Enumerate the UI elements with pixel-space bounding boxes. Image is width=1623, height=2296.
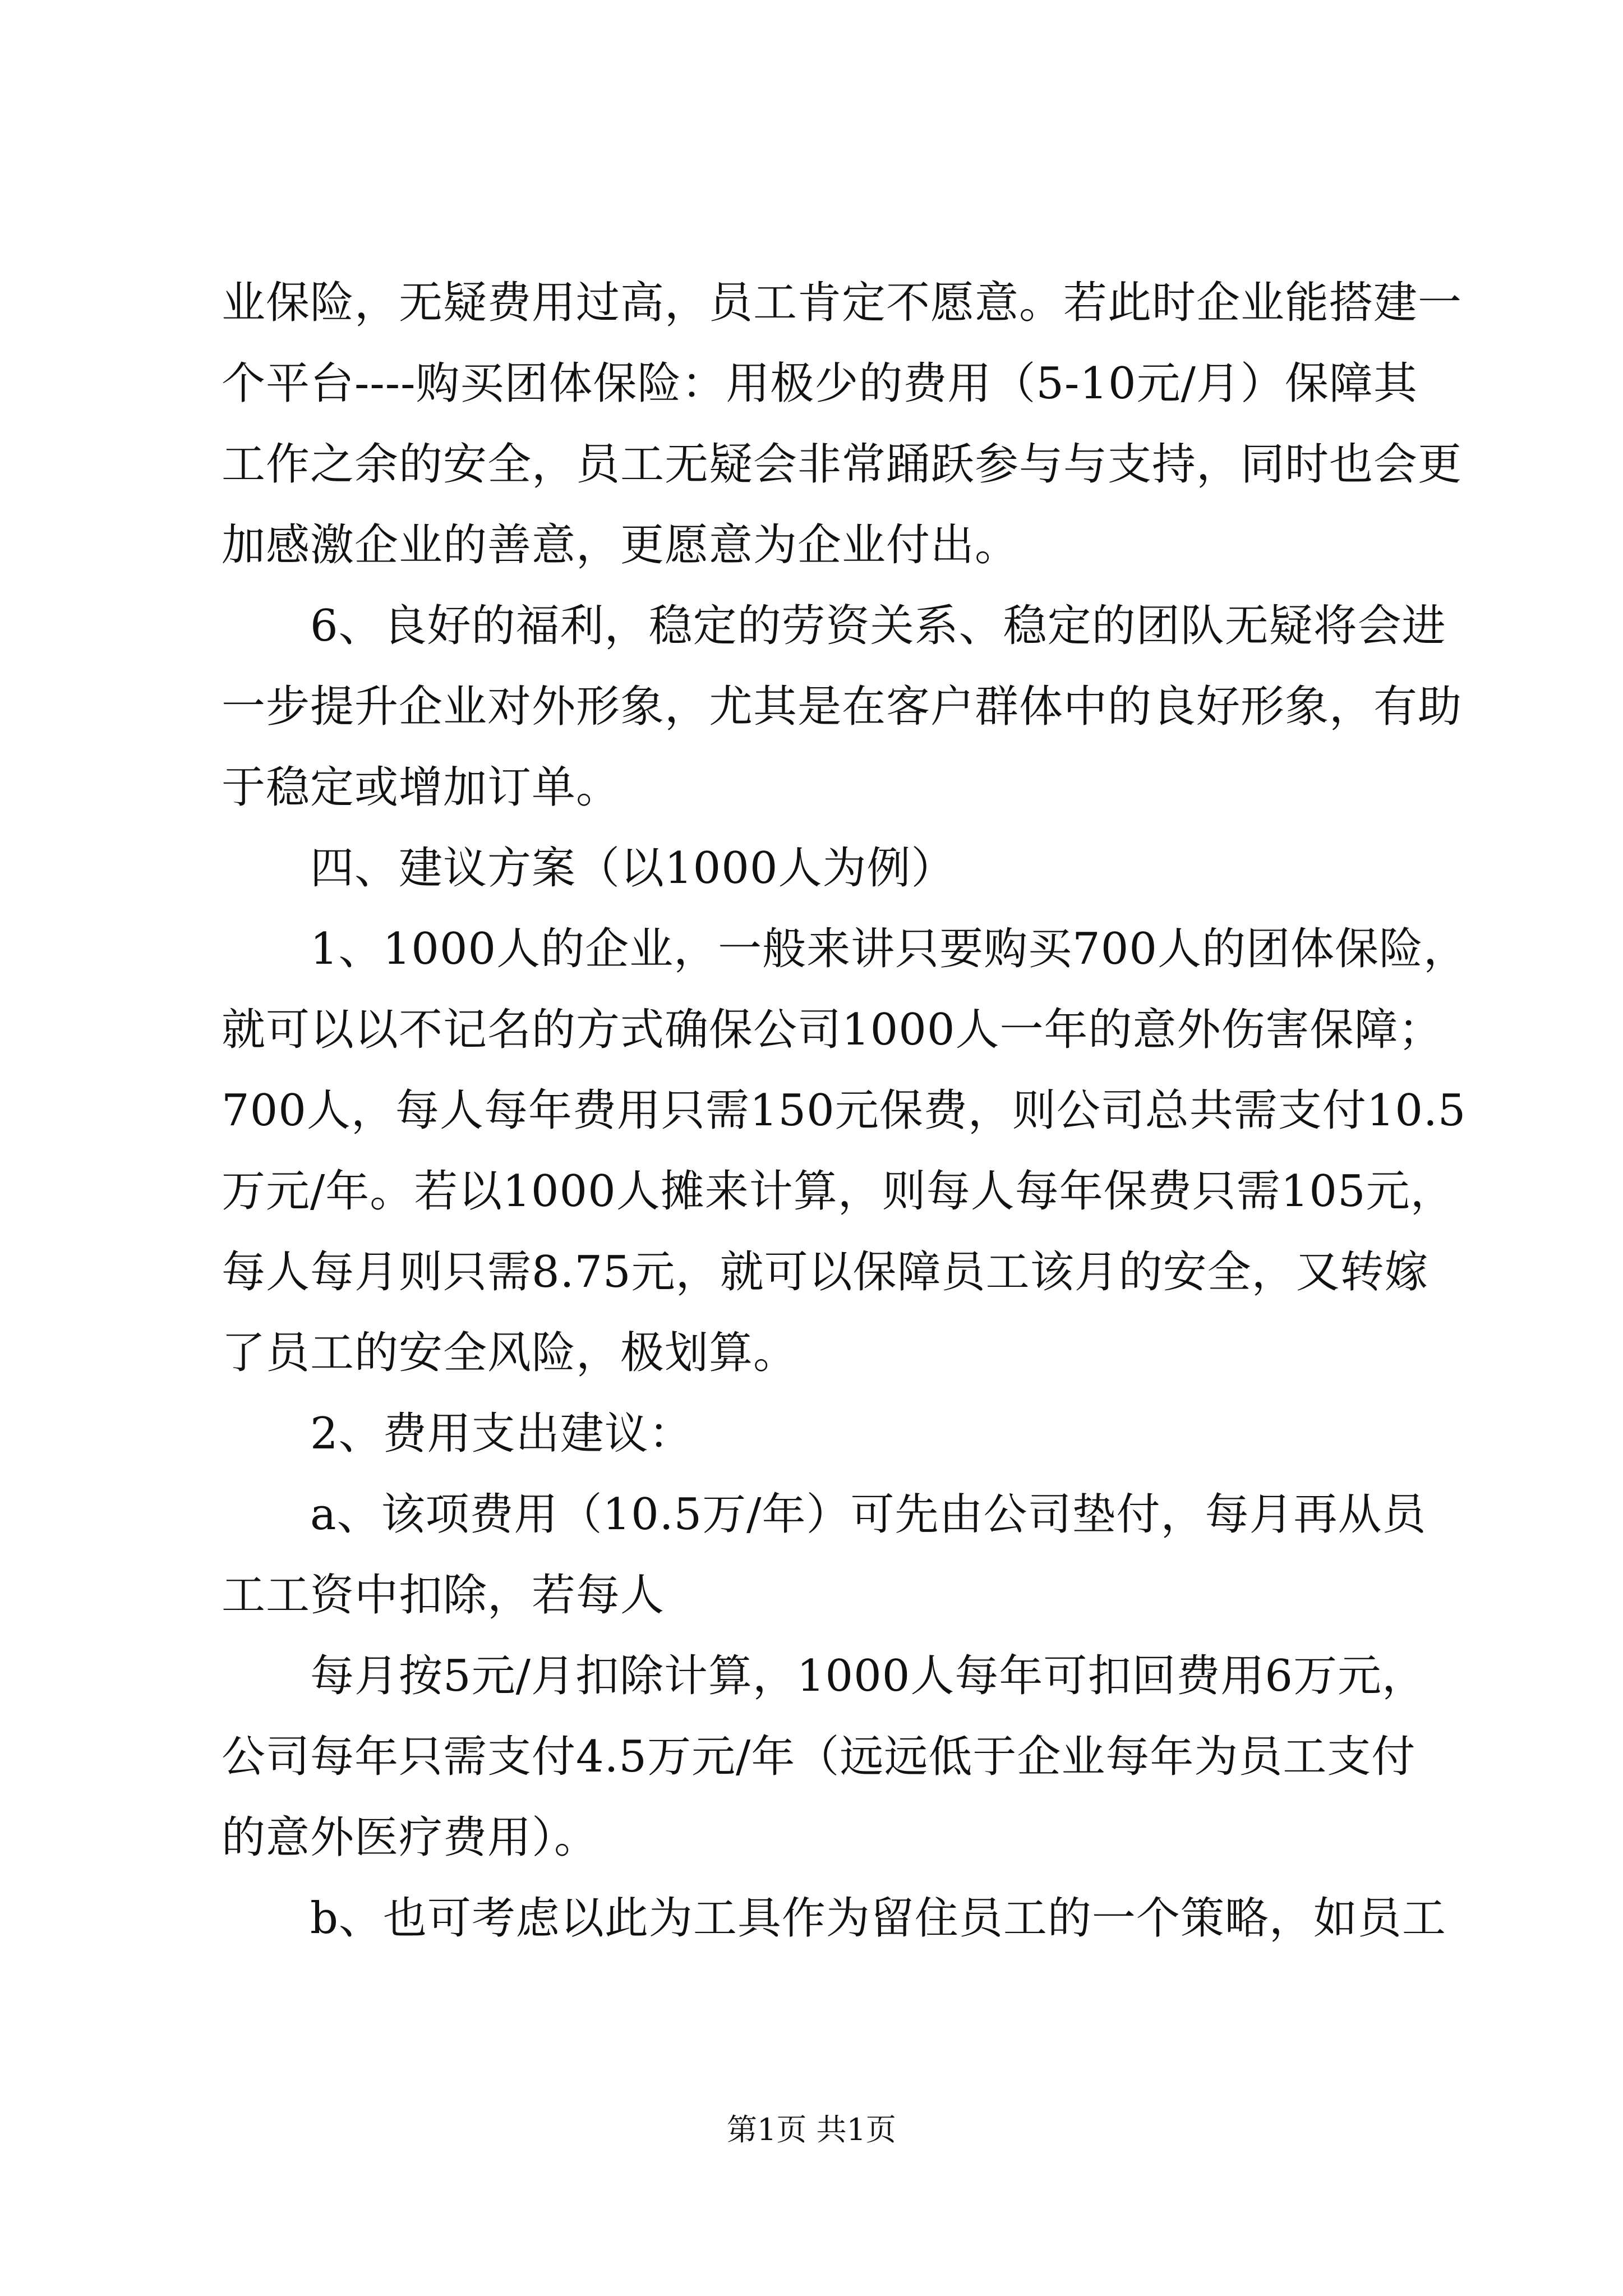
paragraph-line: 每月按5元/月扣除计算，1000人每年可扣回费用6万元， <box>310 1651 1427 1701</box>
paragraph-line: 工工资中扣除，若每人 <box>222 1570 665 1621</box>
paragraph-line: 于稳定或增加订单。 <box>222 762 621 813</box>
paragraph-line: 6、良好的福利，稳定的劳资关系、稳定的团队无疑将会进 <box>310 601 1446 651</box>
paragraph-line: 个平台----购买团体保险：用极少的费用（5-10元/月）保障其 <box>222 358 1418 409</box>
paragraph-line: 工作之余的安全，员工无疑会非常踊跃参与与支持，同时也会更 <box>222 439 1463 490</box>
paragraph-line: 业保险，无疑费用过高，员工肯定不愿意。若此时企业能搭建一 <box>222 278 1463 328</box>
section-heading: 四、建议方案（以1000人为例） <box>310 843 956 894</box>
paragraph-line: 2、费用支出建议： <box>310 1409 693 1459</box>
paragraph-line: 就可以以不记名的方式确保公司1000人一年的意外伤害保障； <box>222 1005 1443 1055</box>
paragraph-line: 万元/年。若以1000人摊来计算，则每人每年保费只需105元， <box>222 1166 1455 1217</box>
paragraph-line: a、该项费用（10.5万/年）可先由公司垫付，每月再从员 <box>310 1489 1427 1540</box>
paragraph-line: 了员工的安全风险，极划算。 <box>222 1328 798 1378</box>
paragraph-line: b、也可考虑以此为工具作为留住员工的一个策略，如员工 <box>310 1893 1446 1944</box>
page-footer: 第1页 共1页 <box>727 2112 896 2147</box>
document-body <box>222 263 1468 1959</box>
paragraph-line: 1、1000人的企业，一般来讲只要购买700人的团体保险， <box>310 924 1468 974</box>
paragraph-line: 的意外医疗费用）。 <box>222 1812 599 1863</box>
paragraph-line: 公司每年只需支付4.5万元/年（远远低于企业每年为员工支付 <box>222 1732 1416 1782</box>
paragraph-line: 加感激企业的善意，更愿意为企业付出。 <box>222 520 1020 570</box>
paragraph-line: 700人，每人每年费用只需150元保费，则公司总共需支付10.5 <box>222 1085 1467 1136</box>
paragraph-line: 一步提升企业对外形象，尤其是在客户群体中的良好形象，有助 <box>222 682 1463 732</box>
paragraph-line: 每人每月则只需8.75元，就可以保障员工该月的安全，又转嫁 <box>222 1247 1429 1297</box>
